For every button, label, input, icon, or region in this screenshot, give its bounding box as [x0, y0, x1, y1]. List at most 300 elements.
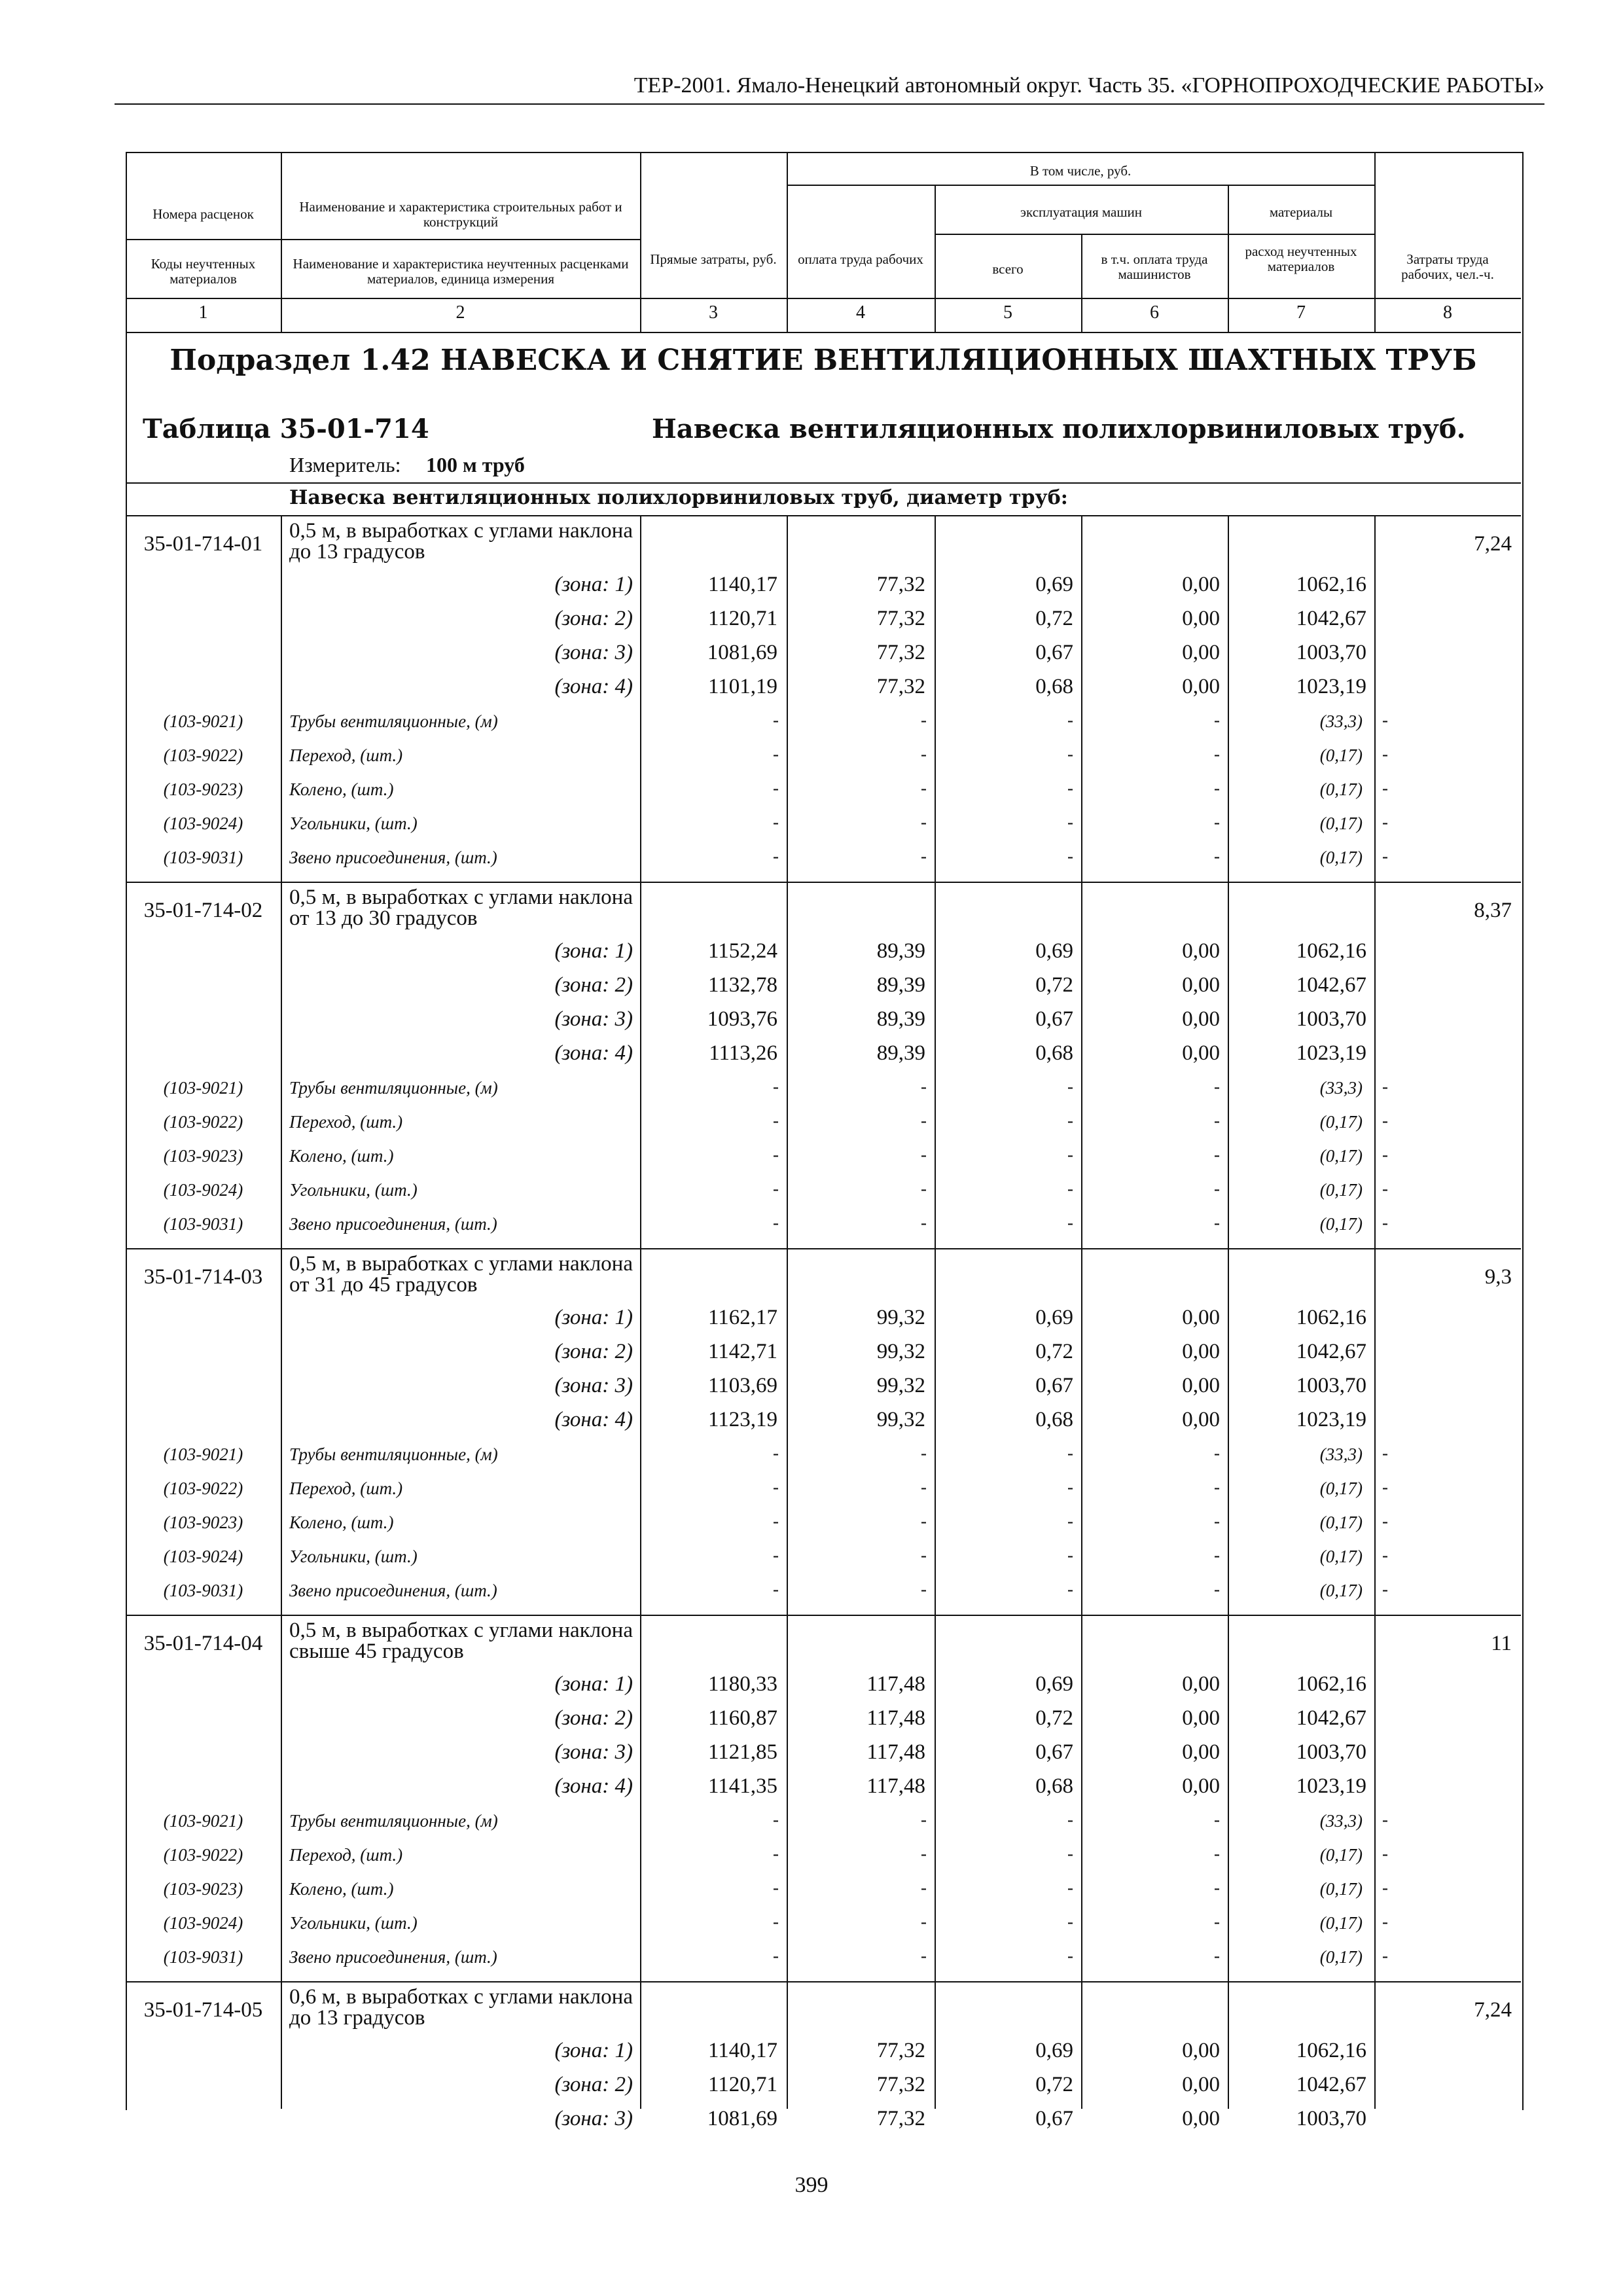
material-name: Угольники, (шт.)	[289, 814, 418, 833]
material-quantity: (0,17)	[1319, 1513, 1363, 1532]
header-col3: Прямые затраты, руб.	[650, 251, 777, 267]
materials-cost: 1003,70	[1296, 1007, 1366, 1031]
material-code: (103-9021)	[163, 711, 243, 731]
machine-operator-pay: 0,00	[1182, 573, 1220, 596]
direct-cost: 1103,69	[707, 1374, 777, 1397]
material-name: Звено присоединения, (шт.)	[289, 1214, 497, 1234]
empty-dash: -	[1214, 778, 1220, 798]
column-number: 3	[709, 302, 718, 323]
table-hline	[126, 1981, 1521, 1982]
empty-dash: -	[921, 846, 927, 866]
material-name: Колено, (шт.)	[289, 1879, 394, 1899]
materials-cost: 1042,67	[1296, 973, 1366, 997]
empty-dash: -	[1382, 778, 1388, 798]
empty-dash: -	[773, 1912, 779, 1931]
material-quantity: (0,17)	[1319, 1913, 1363, 1933]
table-vline	[1228, 1615, 1229, 1981]
material-name: Переход, (шт.)	[289, 1845, 403, 1865]
table-vline	[640, 1981, 641, 2109]
labor-cost: 7,24	[1474, 532, 1512, 556]
material-quantity: (0,17)	[1319, 745, 1363, 765]
material-quantity: (0,17)	[1319, 1479, 1363, 1498]
table-hline	[126, 1248, 1521, 1249]
machine-cost: 0,72	[1035, 973, 1073, 997]
table-vline	[1374, 1615, 1376, 1981]
zone-label: (зона: 4)	[554, 675, 633, 698]
header-hline	[281, 239, 640, 240]
zone-label: (зона: 2)	[554, 973, 633, 997]
labor-pay: 89,39	[876, 1007, 925, 1031]
column-number: 8	[1443, 302, 1452, 323]
material-name: Переход, (шт.)	[289, 1479, 403, 1498]
table-vline	[281, 1248, 282, 1615]
material-name: Колено, (шт.)	[289, 1513, 394, 1532]
header-col6: в т.ч. оплата труда машинистов	[1101, 251, 1208, 282]
material-quantity: (0,17)	[1319, 1879, 1363, 1899]
table-vline	[281, 1615, 282, 1981]
empty-dash: -	[1382, 710, 1388, 730]
empty-dash: -	[1214, 1111, 1220, 1130]
machine-cost: 0,72	[1035, 1706, 1073, 1730]
empty-dash: -	[1382, 1179, 1388, 1198]
zone-label: (зона: 3)	[554, 1007, 633, 1031]
empty-dash: -	[1067, 812, 1073, 832]
table-hline	[126, 1615, 1521, 1616]
empty-dash: -	[1067, 1545, 1073, 1565]
machine-cost: 0,68	[1035, 1041, 1073, 1065]
machine-operator-pay: 0,00	[1182, 1306, 1220, 1329]
materials-cost: 1003,70	[1296, 1374, 1366, 1397]
materials-cost: 1042,67	[1296, 607, 1366, 630]
zone-label: (зона: 2)	[554, 1340, 633, 1363]
empty-dash: -	[1067, 1179, 1073, 1198]
materials-cost: 1062,16	[1296, 2039, 1366, 2062]
material-quantity: (33,3)	[1319, 1078, 1363, 1098]
machine-cost: 0,67	[1035, 641, 1073, 664]
machine-cost: 0,72	[1035, 1340, 1073, 1363]
materials-cost: 1062,16	[1296, 573, 1366, 596]
rate-code: 35-01-714-04	[143, 1632, 263, 1655]
material-code: (103-9024)	[163, 1547, 243, 1566]
empty-dash: -	[1067, 1477, 1073, 1497]
empty-dash: -	[1382, 1579, 1388, 1599]
material-quantity: (0,17)	[1319, 1845, 1363, 1865]
empty-dash: -	[1067, 1946, 1073, 1965]
empty-dash: -	[1214, 1844, 1220, 1863]
material-name: Трубы вентиляционные, (м)	[289, 1811, 498, 1831]
column-number: 5	[1003, 302, 1012, 323]
empty-dash: -	[1214, 1443, 1220, 1463]
machine-operator-pay: 0,00	[1182, 1374, 1220, 1397]
direct-cost: 1142,71	[707, 1340, 777, 1363]
machine-operator-pay: 0,00	[1182, 939, 1220, 963]
material-code: (103-9023)	[163, 1146, 243, 1166]
empty-dash: -	[773, 1077, 779, 1096]
labor-pay: 117,48	[866, 1774, 925, 1798]
machine-cost: 0,68	[1035, 675, 1073, 698]
table-vline	[787, 1615, 788, 1981]
empty-dash: -	[921, 1213, 927, 1232]
machine-cost: 0,68	[1035, 1774, 1073, 1798]
zone-label: (зона: 2)	[554, 2073, 633, 2096]
table-vline	[1081, 882, 1082, 1248]
empty-dash: -	[1067, 846, 1073, 866]
table-hline	[126, 882, 1521, 883]
empty-dash: -	[1214, 1477, 1220, 1497]
materials-cost: 1003,70	[1296, 2107, 1366, 2130]
labor-pay: 99,32	[876, 1340, 925, 1363]
empty-dash: -	[1382, 812, 1388, 832]
table-title: Навеска вентиляционных полихлорвиниловых труб.	[652, 414, 1466, 444]
empty-dash: -	[773, 1213, 779, 1232]
machine-cost: 0,67	[1035, 2107, 1073, 2130]
materials-cost: 1062,16	[1296, 939, 1366, 963]
empty-dash: -	[921, 1477, 927, 1497]
zone-label: (зона: 1)	[554, 939, 633, 963]
table-vline	[1228, 882, 1229, 1248]
rate-description: 0,5 м, в выработках с углами наклона свыше 45 градусов	[289, 1619, 633, 1663]
table-vline	[935, 882, 936, 1248]
materials-cost: 1062,16	[1296, 1672, 1366, 1696]
empty-dash: -	[1067, 710, 1073, 730]
material-quantity: (0,17)	[1319, 1547, 1363, 1566]
material-name: Трубы вентиляционные, (м)	[289, 1078, 498, 1098]
empty-dash: -	[1067, 1912, 1073, 1931]
material-code: (103-9024)	[163, 814, 243, 833]
zone-label: (зона: 4)	[554, 1408, 633, 1431]
materials-cost: 1023,19	[1296, 1774, 1366, 1798]
machine-cost: 0,69	[1035, 2039, 1073, 2062]
table-vline	[935, 515, 936, 882]
material-quantity: (0,17)	[1319, 1581, 1363, 1600]
machine-operator-pay: 0,00	[1182, 2107, 1220, 2130]
direct-cost: 1120,71	[707, 607, 777, 630]
zone-label: (зона: 3)	[554, 641, 633, 664]
empty-dash: -	[921, 1844, 927, 1863]
labor-cost: 8,37	[1474, 899, 1512, 922]
zone-label: (зона: 1)	[554, 2039, 633, 2062]
direct-cost: 1162,17	[707, 1306, 777, 1329]
empty-dash: -	[1067, 778, 1073, 798]
empty-dash: -	[773, 710, 779, 730]
table-vline	[1081, 1248, 1082, 1615]
material-name: Угольники, (шт.)	[289, 1180, 418, 1200]
empty-dash: -	[921, 1545, 927, 1565]
direct-cost: 1123,19	[707, 1408, 777, 1431]
table-vline	[1081, 1615, 1082, 1981]
header-col1-top: Номера расценок	[152, 206, 254, 222]
labor-pay: 89,39	[876, 973, 925, 997]
material-name: Угольники, (шт.)	[289, 1547, 418, 1566]
empty-dash: -	[1067, 1145, 1073, 1164]
table-vline	[1228, 1248, 1229, 1615]
direct-cost: 1160,87	[707, 1706, 777, 1730]
zone-label: (зона: 3)	[554, 2107, 633, 2130]
material-quantity: (0,17)	[1319, 848, 1363, 867]
empty-dash: -	[773, 1810, 779, 1829]
empty-dash: -	[921, 1077, 927, 1096]
empty-dash: -	[921, 1810, 927, 1829]
header-col7: расход неучтенных материалов	[1245, 243, 1357, 274]
materials-cost: 1062,16	[1296, 1306, 1366, 1329]
empty-dash: -	[1214, 1077, 1220, 1096]
labor-pay: 89,39	[876, 1041, 925, 1065]
machine-operator-pay: 0,00	[1182, 1706, 1220, 1730]
empty-dash: -	[773, 1145, 779, 1164]
empty-dash: -	[921, 744, 927, 764]
empty-dash: -	[921, 1946, 927, 1965]
empty-dash: -	[773, 1545, 779, 1565]
measure-label: Измеритель:	[289, 453, 401, 476]
empty-dash: -	[773, 1179, 779, 1198]
materials-cost: 1003,70	[1296, 1740, 1366, 1764]
labor-pay: 77,32	[876, 2073, 925, 2096]
materials-cost: 1042,67	[1296, 2073, 1366, 2096]
empty-dash: -	[1214, 1946, 1220, 1965]
machine-operator-pay: 0,00	[1182, 2039, 1220, 2062]
header-col1-bottom: Коды неучтенных материалов	[151, 256, 256, 287]
material-code: (103-9023)	[163, 1879, 243, 1899]
rate-description: 0,5 м, в выработках с углами наклона от 31 до 45 градусов	[289, 1252, 633, 1297]
material-code: (103-9021)	[163, 1444, 243, 1464]
labor-pay: 117,48	[866, 1740, 925, 1764]
material-name: Трубы вентиляционные, (м)	[289, 711, 498, 731]
empty-dash: -	[773, 1111, 779, 1130]
header-materials: материалы	[1269, 204, 1333, 220]
rate-code: 35-01-714-01	[143, 532, 263, 556]
material-quantity: (0,17)	[1319, 814, 1363, 833]
header-machines: эксплуатация машин	[1020, 204, 1142, 220]
empty-dash: -	[773, 1579, 779, 1599]
material-code: (103-9031)	[163, 1581, 243, 1600]
rate-code: 35-01-714-05	[143, 1998, 263, 2022]
machine-operator-pay: 0,00	[1182, 1041, 1220, 1065]
table-vline	[281, 882, 282, 1248]
machine-operator-pay: 0,00	[1182, 2073, 1220, 2096]
header-incl: В том числе, руб.	[1029, 163, 1132, 179]
table-vline	[787, 1248, 788, 1615]
column-number: 7	[1296, 302, 1306, 323]
labor-pay: 99,32	[876, 1374, 925, 1397]
empty-dash: -	[921, 1179, 927, 1198]
empty-dash: -	[1382, 1145, 1388, 1164]
direct-cost: 1101,19	[707, 675, 777, 698]
table-vline	[935, 1615, 936, 1981]
labor-pay: 77,32	[876, 573, 925, 596]
rate-description: 0,5 м, в выработках с углами наклона до 13 градусов	[289, 519, 633, 564]
empty-dash: -	[921, 1145, 927, 1164]
material-code: (103-9023)	[163, 780, 243, 799]
column-number: 2	[455, 302, 465, 323]
empty-dash: -	[1214, 846, 1220, 866]
rate-description: 0,6 м, в выработках с углами наклона до 13 градусов	[289, 1985, 633, 2030]
empty-dash: -	[921, 1878, 927, 1897]
materials-cost: 1003,70	[1296, 641, 1366, 664]
labor-cost: 11	[1491, 1632, 1512, 1655]
material-code: (103-9022)	[163, 1845, 243, 1865]
empty-dash: -	[1382, 744, 1388, 764]
machine-operator-pay: 0,00	[1182, 1007, 1220, 1031]
empty-dash: -	[1067, 1810, 1073, 1829]
empty-dash: -	[1067, 1077, 1073, 1096]
direct-cost: 1120,71	[707, 2073, 777, 2096]
zone-label: (зона: 1)	[554, 1672, 633, 1696]
column-number: 1	[198, 302, 208, 323]
labor-pay: 117,48	[866, 1706, 925, 1730]
zone-label: (зона: 4)	[554, 1041, 633, 1065]
table-number: Таблица 35-01-714	[143, 414, 429, 444]
material-quantity: (0,17)	[1319, 1180, 1363, 1200]
header-hline	[935, 234, 1374, 235]
table-vline	[935, 1981, 936, 2109]
header-hline	[126, 332, 1521, 333]
empty-dash: -	[773, 1443, 779, 1463]
machine-cost: 0,67	[1035, 1740, 1073, 1764]
empty-dash: -	[773, 778, 779, 798]
empty-dash: -	[921, 710, 927, 730]
measure-value: 100 м труб	[426, 453, 525, 476]
empty-dash: -	[1214, 1912, 1220, 1931]
material-code: (103-9031)	[163, 848, 243, 867]
material-quantity: (33,3)	[1319, 1444, 1363, 1464]
empty-dash: -	[773, 812, 779, 832]
zone-label: (зона: 1)	[554, 573, 633, 596]
header-col2-top: Наименование и характеристика строительных работ и конструкций	[299, 199, 622, 230]
materials-cost: 1042,67	[1296, 1706, 1366, 1730]
empty-dash: -	[773, 846, 779, 866]
empty-dash: -	[1214, 1213, 1220, 1232]
machine-cost: 0,68	[1035, 1408, 1073, 1431]
empty-dash: -	[1214, 1511, 1220, 1531]
empty-dash: -	[1067, 1878, 1073, 1897]
direct-cost: 1113,26	[709, 1041, 777, 1065]
material-code: (103-9022)	[163, 745, 243, 765]
table-vline	[640, 515, 641, 882]
empty-dash: -	[1382, 1844, 1388, 1863]
material-quantity: (0,17)	[1319, 1947, 1363, 1967]
materials-cost: 1023,19	[1296, 1408, 1366, 1431]
empty-dash: -	[1382, 1077, 1388, 1096]
header-hline	[126, 298, 1521, 299]
labor-cost: 9,3	[1484, 1265, 1512, 1289]
machine-cost: 0,72	[1035, 607, 1073, 630]
empty-dash: -	[1382, 1213, 1388, 1232]
machine-cost: 0,69	[1035, 1306, 1073, 1329]
material-name: Колено, (шт.)	[289, 780, 394, 799]
empty-dash: -	[773, 1946, 779, 1965]
empty-dash: -	[1067, 1579, 1073, 1599]
machine-operator-pay: 0,00	[1182, 1408, 1220, 1431]
labor-pay: 89,39	[876, 939, 925, 963]
empty-dash: -	[1067, 1844, 1073, 1863]
material-quantity: (0,17)	[1319, 1112, 1363, 1132]
empty-dash: -	[921, 812, 927, 832]
empty-dash: -	[1382, 1477, 1388, 1497]
machine-operator-pay: 0,00	[1182, 1740, 1220, 1764]
group-title: Навеска вентиляционных полихлорвиниловых труб, диаметр труб:	[289, 486, 1068, 509]
material-code: (103-9031)	[163, 1947, 243, 1967]
empty-dash: -	[1382, 1545, 1388, 1565]
empty-dash: -	[1382, 1912, 1388, 1931]
empty-dash: -	[773, 1511, 779, 1531]
empty-dash: -	[773, 1878, 779, 1897]
labor-pay: 77,32	[876, 675, 925, 698]
table-vline	[1228, 1981, 1229, 2109]
material-name: Переход, (шт.)	[289, 745, 403, 765]
column-number: 4	[856, 302, 865, 323]
rate-code: 35-01-714-02	[143, 899, 263, 922]
machine-cost: 0,69	[1035, 939, 1073, 963]
zone-label: (зона: 3)	[554, 1740, 633, 1764]
empty-dash: -	[1382, 1946, 1388, 1965]
header-col8: Затраты труда рабочих, чел.-ч.	[1401, 251, 1494, 282]
table-vline	[640, 1615, 641, 1981]
table-vline	[1228, 515, 1229, 882]
direct-cost: 1132,78	[707, 973, 777, 997]
labor-pay: 99,32	[876, 1306, 925, 1329]
machine-cost: 0,69	[1035, 573, 1073, 596]
empty-dash: -	[1382, 1810, 1388, 1829]
header-col4: оплата труда рабочих	[798, 251, 923, 267]
empty-dash: -	[1382, 1511, 1388, 1531]
page-header: ТЕР-2001. Ямало-Ненецкий автономный округ. Часть 35. «ГОРНОПРОХОДЧЕСКИЕ РАБОТЫ»	[115, 73, 1544, 105]
material-code: (103-9024)	[163, 1180, 243, 1200]
empty-dash: -	[921, 1511, 927, 1531]
empty-dash: -	[773, 1844, 779, 1863]
zone-label: (зона: 1)	[554, 1306, 633, 1329]
material-code: (103-9021)	[163, 1811, 243, 1831]
empty-dash: -	[1214, 744, 1220, 764]
empty-dash: -	[1067, 1111, 1073, 1130]
material-name: Звено присоединения, (шт.)	[289, 1947, 497, 1967]
empty-dash: -	[921, 1111, 927, 1130]
machine-cost: 0,67	[1035, 1007, 1073, 1031]
materials-cost: 1023,19	[1296, 1041, 1366, 1065]
empty-dash: -	[773, 1477, 779, 1497]
materials-cost: 1042,67	[1296, 1340, 1366, 1363]
empty-dash: -	[1382, 846, 1388, 866]
direct-cost: 1141,35	[707, 1774, 777, 1798]
material-quantity: (33,3)	[1319, 711, 1363, 731]
empty-dash: -	[921, 1443, 927, 1463]
table-vline	[640, 1248, 641, 1615]
empty-dash: -	[921, 1912, 927, 1931]
empty-dash: -	[1067, 744, 1073, 764]
machine-operator-pay: 0,00	[1182, 675, 1220, 698]
header-hline	[126, 239, 281, 240]
labor-pay: 77,32	[876, 2107, 925, 2130]
empty-dash: -	[1214, 1878, 1220, 1897]
empty-dash: -	[1067, 1213, 1073, 1232]
rate-description: 0,5 м, в выработках с углами наклона от 13 до 30 градусов	[289, 886, 633, 930]
labor-pay: 77,32	[876, 607, 925, 630]
table-vline	[1081, 515, 1082, 882]
table-vline	[1374, 882, 1376, 1248]
labor-pay: 77,32	[876, 2039, 925, 2062]
machine-operator-pay: 0,00	[1182, 641, 1220, 664]
header-col2-bottom: Наименование и характеристика неучтенных расценками материалов, единица измерения	[293, 256, 629, 287]
machine-operator-pay: 0,00	[1182, 1672, 1220, 1696]
direct-cost: 1140,17	[707, 2039, 777, 2062]
empty-dash: -	[1214, 1545, 1220, 1565]
material-code: (103-9031)	[163, 1214, 243, 1234]
machine-operator-pay: 0,00	[1182, 1774, 1220, 1798]
machine-cost: 0,69	[1035, 1672, 1073, 1696]
empty-dash: -	[1214, 1145, 1220, 1164]
table-vline	[787, 882, 788, 1248]
labor-cost: 7,24	[1474, 1998, 1512, 2022]
material-name: Угольники, (шт.)	[289, 1913, 418, 1933]
